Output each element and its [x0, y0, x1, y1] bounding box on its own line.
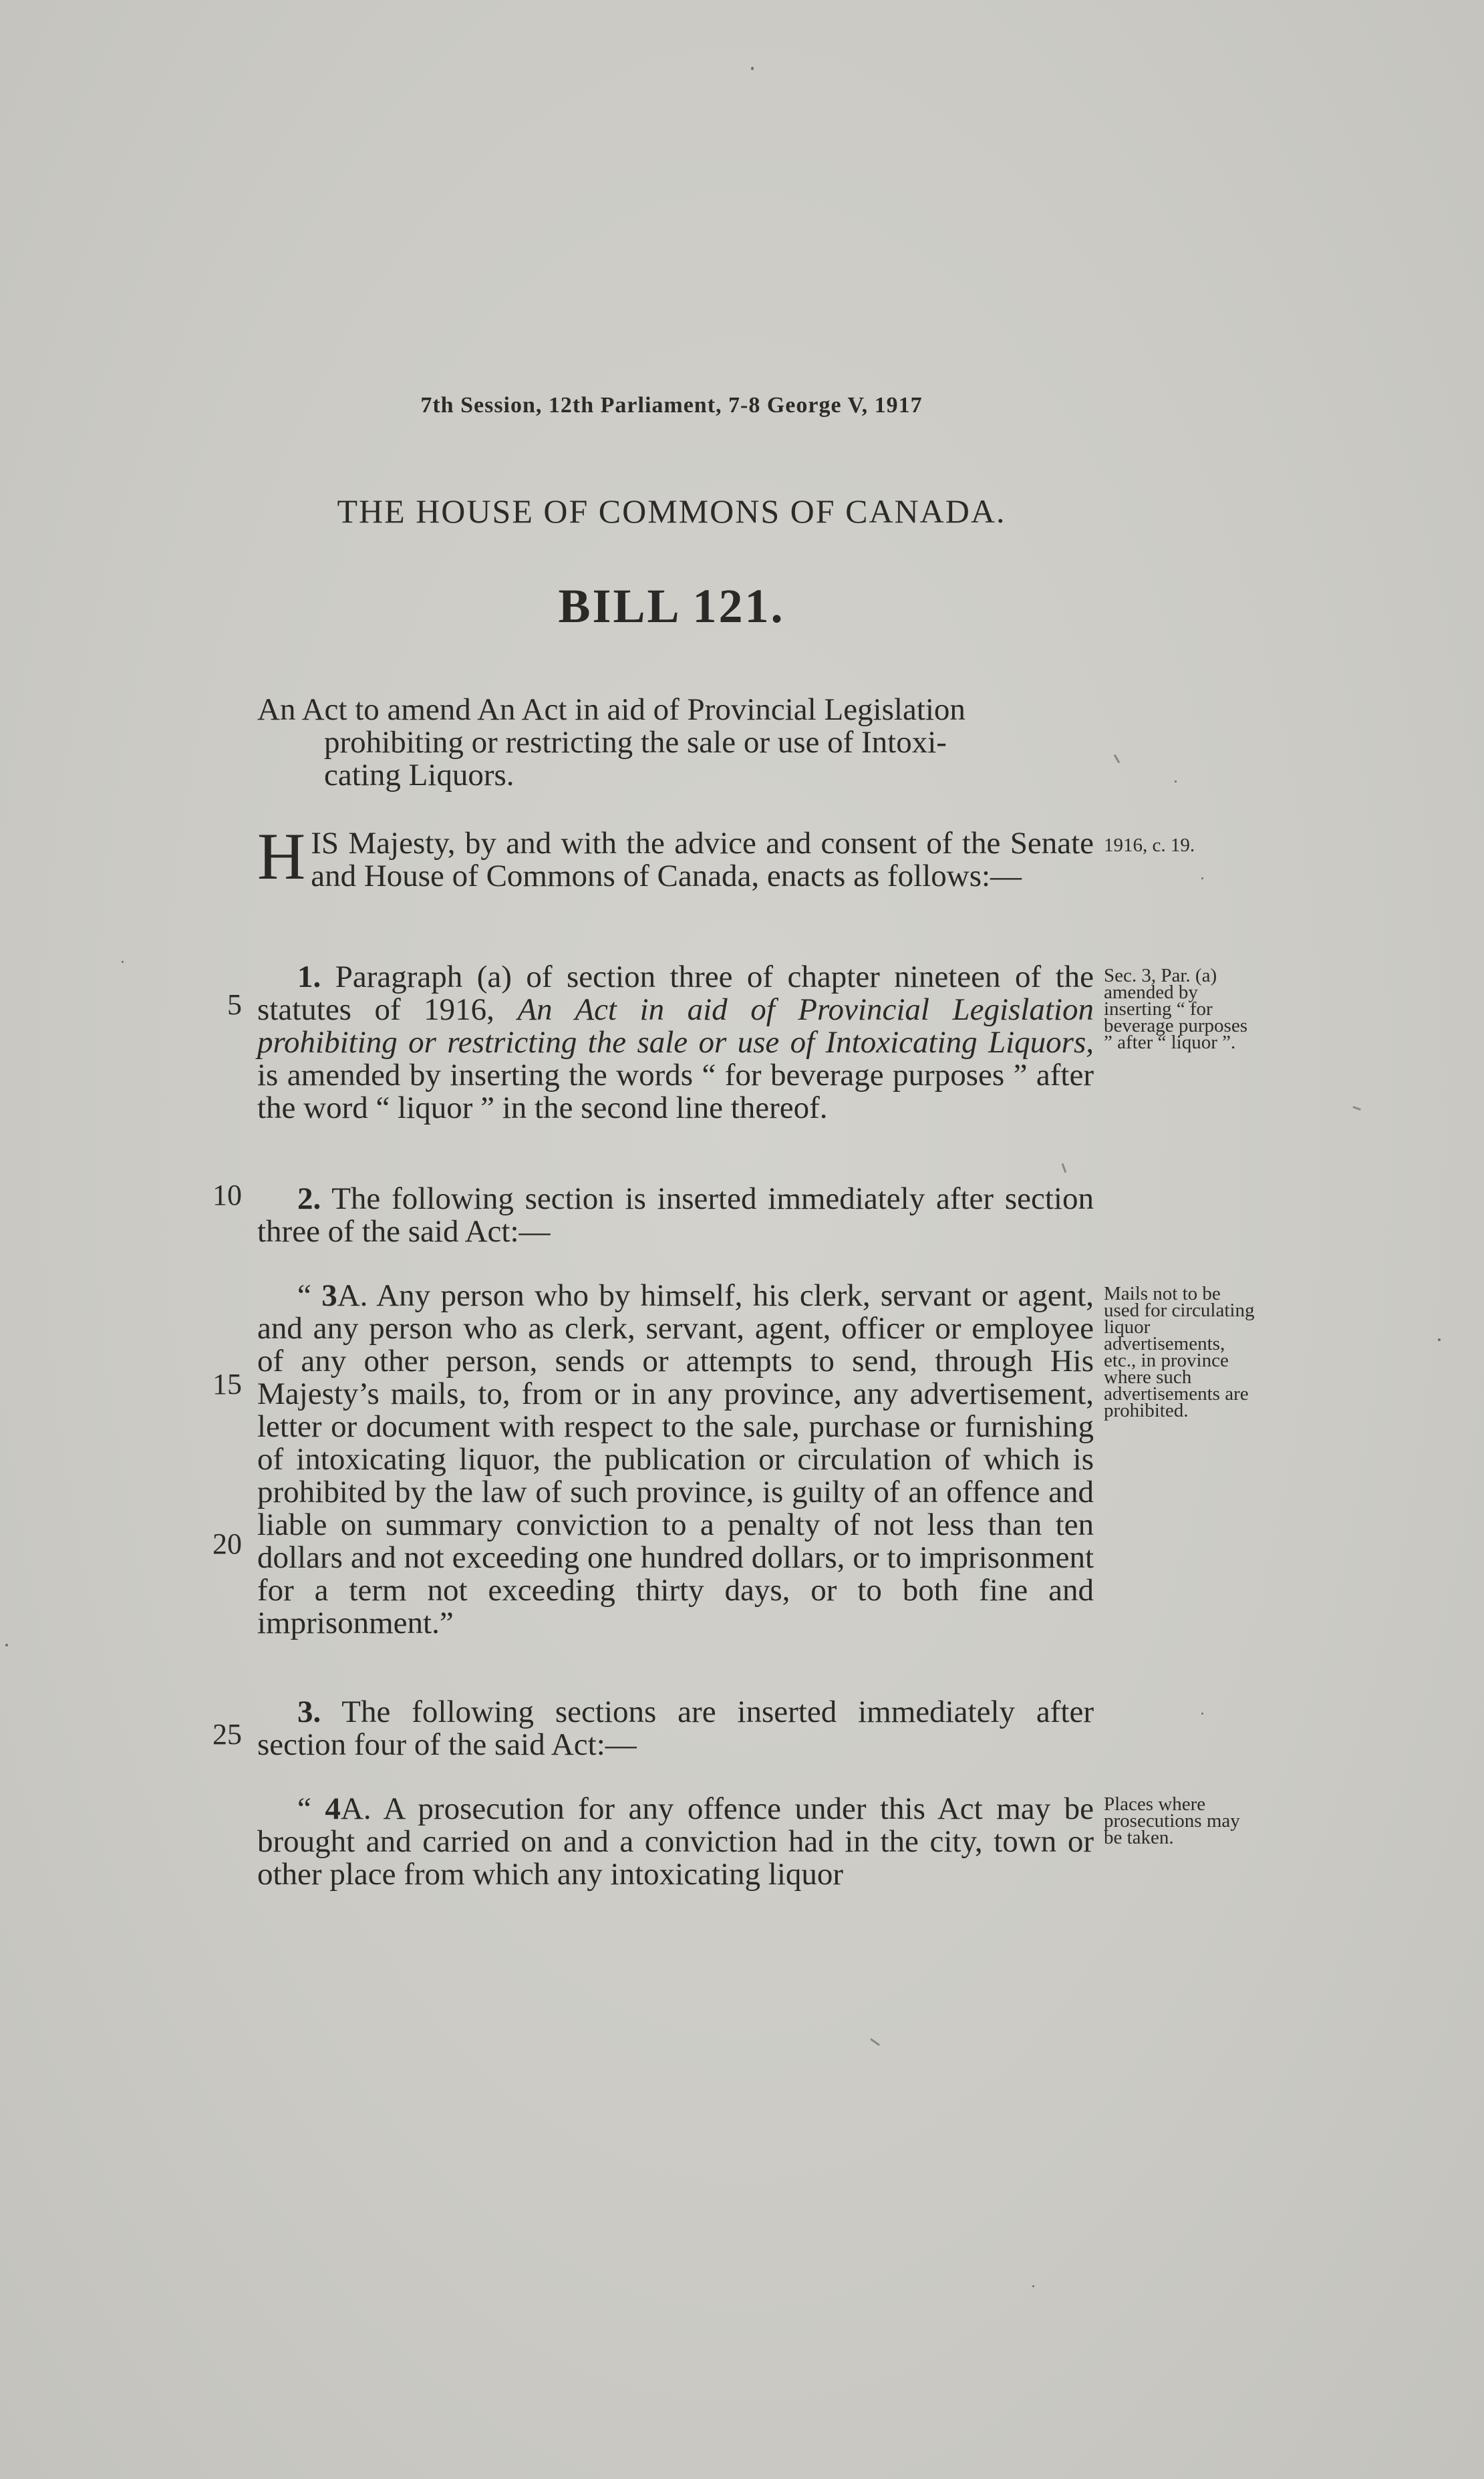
line-number-25: 25: [212, 1718, 242, 1751]
margin-note-section-4a: Places where prosecutions may be taken.: [1104, 1793, 1240, 1848]
section-4a-quote: “: [297, 1791, 311, 1826]
paper-fleck: [1114, 754, 1121, 764]
margin-note-section-3a: Mails not to be used for circulating liquor advertisements, etc., in province where such advertisements are prohibited.: [1104, 1283, 1255, 1421]
paper-speck: [751, 67, 754, 70]
paper-speck: [1201, 877, 1203, 879]
line-number-10: 10: [212, 1179, 242, 1211]
bill-title-line-3: cating Liquors.: [324, 758, 514, 792]
bill-title-line-1: An Act to amend An Act in aid of Provincial Legislation: [257, 692, 966, 727]
section-3a-number: 3: [321, 1278, 337, 1313]
section-3: [257, 1696, 1094, 1761]
section-4a: [257, 1793, 1094, 1891]
paper-speck: [122, 961, 124, 963]
section-1-text-a: Paragraph (a) of section three of chapter nineteen of the statutes of 1916,: [257, 960, 1094, 1027]
margin-note-section-1: Sec. 3, Par. (a) amended by inserting “ for beverage purposes ” after “ liquor ”.: [1104, 965, 1247, 1053]
session-heading: 7th Session, 12th Parliament, 7-8 George V, 1917: [420, 393, 923, 418]
bill-number: BILL 121.: [558, 579, 785, 633]
section-3-number: 3.: [297, 1695, 321, 1729]
bill-title: [257, 694, 1092, 792]
section-1-act-name: An Act in aid of Provincial Legislation prohibiting or restricting the sale or use of Intoxicating Liquors,: [257, 992, 1094, 1060]
section-4a-text: A prosecution for any offence under this Act may be brought and carried on and a conviction had in the city, town or other place from which any intoxicating liquor: [257, 1791, 1094, 1892]
margin-note-preamble: 1916, c. 19.: [1104, 835, 1195, 856]
preamble: [257, 819, 1094, 893]
section-1-number: 1.: [297, 960, 321, 994]
section-3a-suffix: A.: [337, 1278, 368, 1313]
section-3a: [257, 1280, 1094, 1640]
section-1: [257, 961, 1094, 1125]
section-2-number: 2.: [297, 1181, 321, 1216]
preamble-text: IS Majesty, by and with the advice and consent of the Senate and House of Commons of Canada, enacts as follows:—: [311, 826, 1094, 893]
paper-fleck: [1062, 1163, 1067, 1173]
section-4a-number: 4: [325, 1791, 341, 1826]
section-4a-suffix: A.: [340, 1791, 372, 1826]
bill-title-line-2: prohibiting or restricting the sale or use of Intoxi-: [324, 725, 947, 760]
section-3a-quote: “: [297, 1278, 311, 1313]
section-1-text-b: is amended by inserting the words “ for beverage purposes ” after the word “ liquor ” in the second line thereof.: [257, 1058, 1094, 1125]
section-2: [257, 1183, 1094, 1248]
section-3-text: The following sections are inserted immediately after section four of the said Act:—: [257, 1695, 1094, 1762]
line-number-20: 20: [212, 1527, 242, 1560]
paper-fleck: [1352, 1106, 1360, 1111]
paper-speck: [1175, 780, 1177, 782]
section-3a-text: Any person who by himself, his clerk, servant or agent, and any person who as clerk, servant, agent, officer or employee of any other person, sends or attempts to send, through His Majesty’s mails, to, from or in any province, any advertisement, letter or document with respect to the sale, purchase or furnishing of intoxicating liquor, the publication or circulation of which is prohibited by the law of such province, is guilty of an offence and liable on summary conviction to a penalty of not less than ten dollars and not exceeding one hundred dollars, or to imprisonment for a term not exceeding thirty days, or to both fine and imprisonment.”: [257, 1278, 1094, 1640]
drop-cap: H: [257, 819, 306, 893]
paper-speck: [5, 1644, 8, 1646]
section-2-text: The following section is inserted immediately after section three of the said Act:—: [257, 1181, 1094, 1249]
house-heading: THE HOUSE OF COMMONS OF CANADA.: [337, 492, 1006, 530]
paper-speck: [1032, 2285, 1034, 2287]
paper-fleck: [870, 2038, 880, 2046]
paper-speck: [1438, 1338, 1441, 1341]
line-number-15: 15: [212, 1368, 242, 1401]
paper-speck: [1201, 1713, 1203, 1715]
line-number-5: 5: [227, 988, 242, 1021]
